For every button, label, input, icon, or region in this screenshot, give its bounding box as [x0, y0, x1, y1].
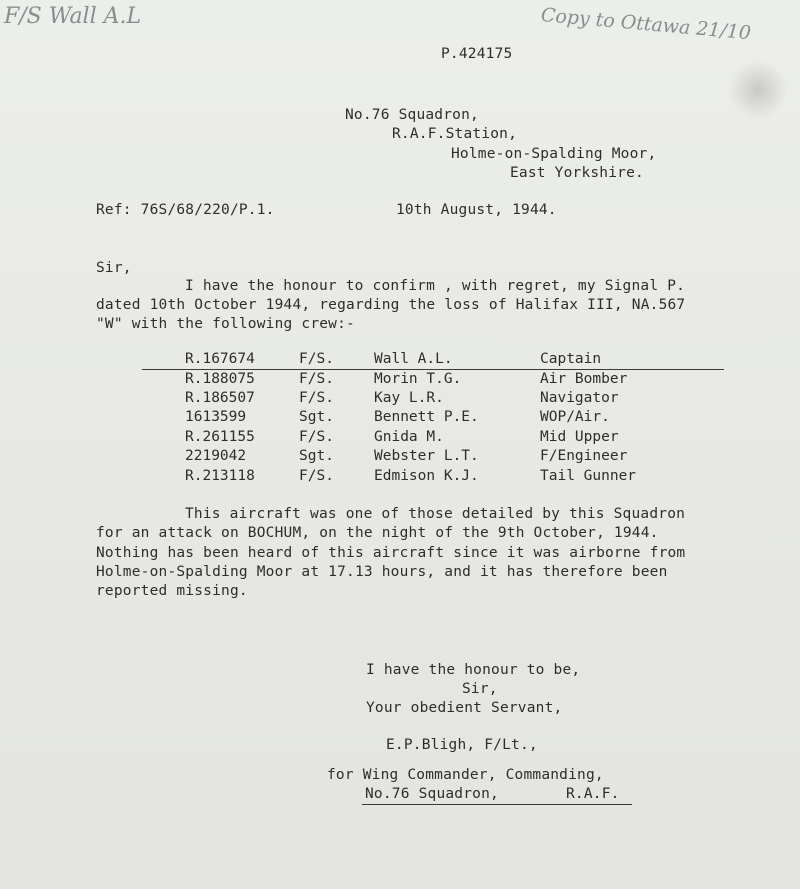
closing-line-3: Your obedient Servant,: [366, 700, 563, 716]
crew-role: WOP/Air.: [540, 409, 610, 425]
crew-name: Gnida M.: [374, 429, 444, 445]
signatory-unit: No.76 Squadron,: [365, 786, 499, 802]
crew-service-number: R.213118: [185, 468, 255, 484]
crew-rank: F/S.: [299, 371, 334, 387]
crew-row: [0, 446, 800, 466]
crew-name: Webster L.T.: [374, 448, 479, 464]
paragraph-2-line-2: for an attack on BOCHUM, on the night of the 9th October, 1944.: [96, 525, 659, 541]
signatory-service: R.A.F.: [566, 786, 620, 802]
letter-reference: Ref: 76S/68/220/P.1.: [96, 202, 275, 218]
crew-name: Morin T.G.: [374, 371, 462, 387]
signatory-name: E.P.Bligh, F/Lt.,: [386, 737, 538, 753]
address-line-3: Holme-on-Spalding Moor,: [451, 146, 657, 162]
crew-service-number: R.186507: [185, 390, 255, 406]
crew-name: Bennett P.E.: [374, 409, 479, 425]
handwritten-note-right: Copy to Ottawa 21/10: [540, 4, 752, 45]
crew-name: Kay L.R.: [374, 390, 444, 406]
crew-service-number: 1613599: [185, 409, 247, 425]
address-line-4: East Yorkshire.: [510, 165, 644, 181]
crew-service-number: R.188075: [185, 371, 255, 387]
crew-name: Edmison K.J.: [374, 468, 479, 484]
signatory-for-line: for Wing Commander, Commanding,: [327, 767, 604, 783]
paragraph-1-line-2: dated 10th October 1944, regarding the loss of Halifax III, NA.567: [96, 297, 686, 313]
crew-rank: F/S.: [299, 468, 334, 484]
paragraph-2-line-1: This aircraft was one of those detailed by this Squadron: [185, 506, 686, 522]
paragraph-2-line-4: Holme-on-Spalding Moor at 17.13 hours, and it has therefore been: [96, 564, 668, 580]
signature-underline: [362, 804, 632, 805]
paragraph-1-line-1: I have the honour to confirm , with regret, my Signal P.: [185, 278, 686, 294]
paragraph-2-line-5: reported missing.: [96, 583, 248, 599]
crew-service-number: 2219042: [185, 448, 247, 464]
salutation: Sir,: [96, 260, 132, 276]
crew-row: [0, 427, 800, 447]
address-line-1: No.76 Squadron,: [345, 107, 479, 123]
crew-role: Mid Upper: [540, 429, 619, 445]
crew-role: F/Engineer: [540, 448, 628, 464]
crew-rank: F/S.: [299, 390, 334, 406]
crew-row: [0, 369, 800, 389]
crew-service-number: R.167674: [185, 351, 255, 367]
address-line-2: R.A.F.Station,: [392, 126, 518, 142]
crew-service-number: R.261155: [185, 429, 255, 445]
letter-date: 10th August, 1944.: [396, 202, 557, 218]
crew-row: [0, 388, 800, 408]
paragraph-1-line-3: "W" with the following crew:-: [96, 316, 355, 332]
crew-rank: F/S.: [299, 429, 334, 445]
paragraph-2-line-3: Nothing has been heard of this aircraft since it was airborne from: [96, 545, 686, 561]
file-reference: P.424175: [441, 46, 513, 62]
crew-row: [0, 349, 800, 369]
crew-role: Captain: [540, 351, 602, 367]
crew-name: Wall A.L.: [374, 351, 453, 367]
crew-row: [0, 466, 800, 486]
crew-role: Navigator: [540, 390, 619, 406]
crew-row: [0, 407, 800, 427]
closing-line-2: Sir,: [462, 681, 498, 697]
closing-line-1: I have the honour to be,: [366, 662, 581, 678]
crew-rank: F/S.: [299, 351, 334, 367]
handwritten-note-left: F/S Wall A.L: [4, 4, 142, 29]
crew-role: Tail Gunner: [540, 468, 637, 484]
crew-rank: Sgt.: [299, 448, 334, 464]
ink-smudge: [728, 60, 788, 120]
crew-role: Air Bomber: [540, 371, 628, 387]
crew-rank: Sgt.: [299, 409, 334, 425]
